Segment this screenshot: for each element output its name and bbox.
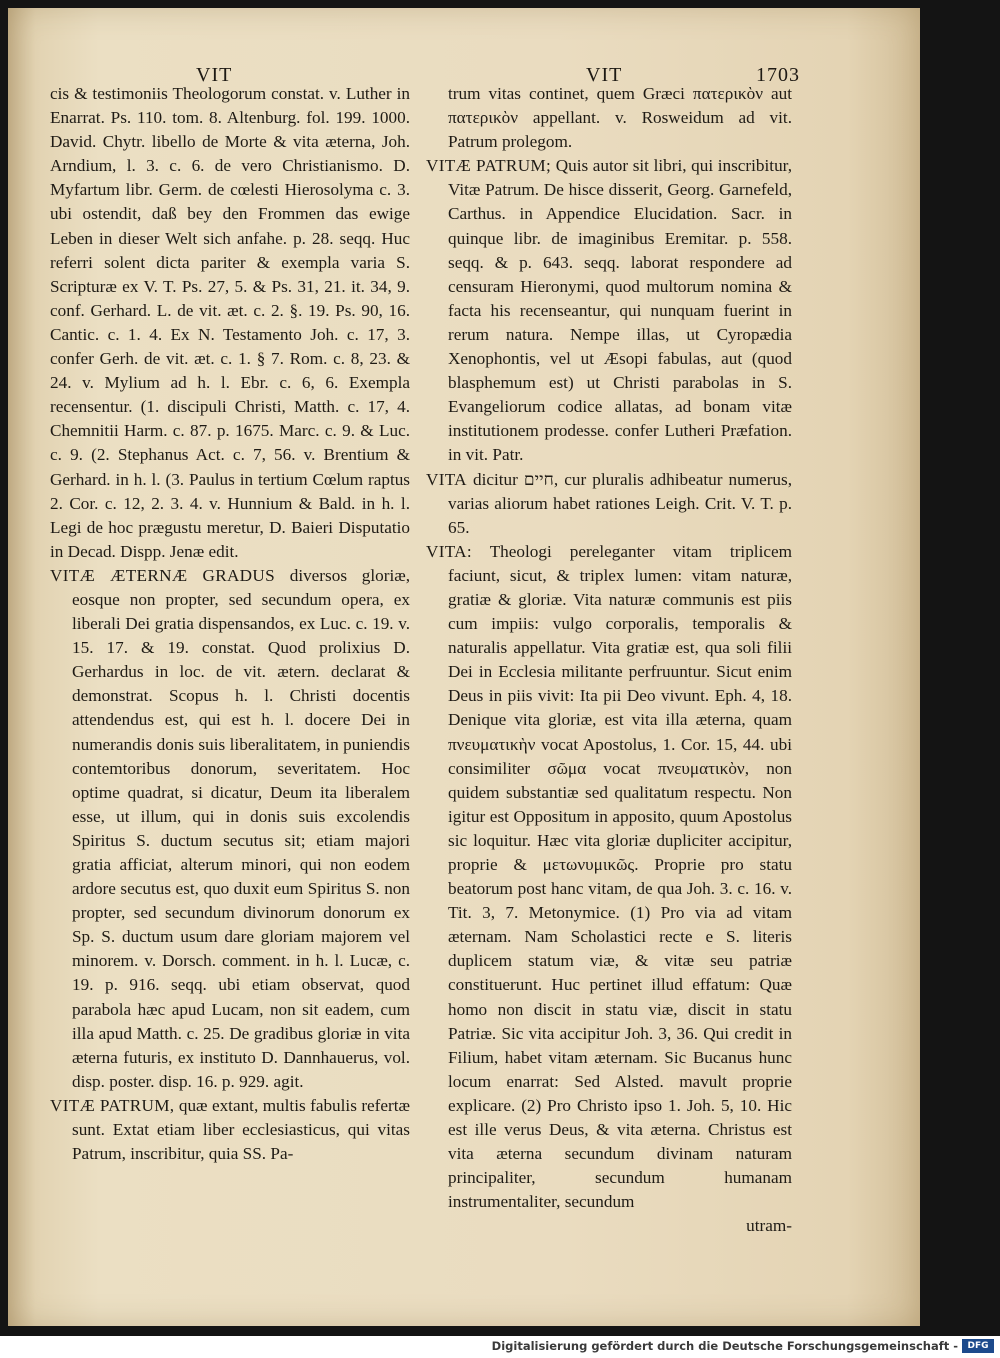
running-head-right: VIT [586, 64, 623, 86]
entry-vita-1 [426, 468, 792, 540]
entry-vita-2 [426, 540, 792, 1215]
page-number: 1703 [756, 64, 800, 86]
entry-head: VITÆ PATRUM, [50, 1095, 175, 1115]
entry-head: VITA [426, 469, 467, 489]
entry-body: Quis autor sit libri, qui inscribitur, Vitæ Patrum. De hisce disserit, Georg. Garnefeld, Carthus. in Appendice Elucidation. Sacr. in quinque libr. de imaginibus Eremitar. p. 558. seqq. & p. 643. seqq. laborat respondere ad censuram Hieronymi, quod multorum nomina & facta his recenseantur, qui nunquam fuerint in rerum natura. Nempe illas, ut Cyropædia Xenophontis, vel ut Æsopi fabulas, aut (quod blasphemum est) ut Christi parabolas in S. Evangeliorum codice allatas, ad bonam vitæ institutionem prodesse. confer Lutheri Præfation. in vit. Patr. [448, 156, 792, 465]
continuation-text: trum vitas continet, quem Græci πατερικὸν aut πατερικὸν appellant. v. Rosweidum ad vit. Patrum prolegom. [448, 84, 792, 152]
running-head-left: VIT [196, 64, 233, 86]
entry-body: quæ extant, multis fabulis refertæ sunt. Extat etiam liber ecclesiasticus, qui vitas Patrum, inscribitur, quia SS. Pa- [72, 1095, 410, 1164]
entry-body: Theologi pereleganter vitam triplicem faciunt, sicut, & triplex lumen: vitam naturæ, gratiæ & gloriæ. Vita naturæ communis est piis cum impiis: vulgo corporalis, temporalis & naturalis appellatur. Vita gratiæ est, qua soli filii Dei in Ecclesia militante perfruuntur. Sicut enim Deus in piis vivit: Ita pii Deo vivunt. Eph. 4, 18. Denique vita gloriæ, est vita illa æterna, quam πνευματικὴν vocat Apostolus, 1. Cor. 15, 44. ubi consimiliter σῶμα vocat πνευματικὸν, non quidem substantiæ sed qualitatum respectu. Non igitur est Oppositum in apposito, quum Apostolus sic loquitur. Hæc vita gloriæ dupliciter accipitur, proprie & μετωνυμικῶς. Proprie pro statu beatorum post hanc vitam, de qua Joh. 3. c. 16. v. Tit. 3, 7. Metonymice. (1) Pro via ad vitam æternam. Nam Scholastici recte e S. literis duplicem statum viæ, & vitæ seu patriæ constituerunt. Huc pertinet illud effatum: Quæ homo non discit in statu viæ, discit in statu Patriæ. Sic vita accipitur Joh. 3, 36. Qui credit in Filium, habet vitam æternam. Sic Bucanus hunc locum enarrat: Sed Alsted. mavult proprie explicare. (2) Pro Christo ipso 1. Joh. 5, 10. Hic est ille verus Deus, & vita æterna. Christus est vita æterna secundum divinam naturam principaliter, secundum humanam instrumentaliter, secundum [448, 541, 792, 1212]
book-page [8, 8, 920, 1326]
dfg-logo-icon: DFG [962, 1339, 994, 1353]
entry-head: VITÆ PATRUM; [426, 156, 552, 176]
left-column [50, 82, 410, 1166]
entry-head: VITÆ ÆTERNÆ GRADUS [50, 565, 275, 585]
entry-vitae-patrum-2 [426, 154, 792, 467]
right-column [426, 82, 792, 1239]
catchword: utram- [746, 1216, 792, 1236]
entry-vitae-aeternae-gradus [50, 564, 410, 1094]
entry-body: dicitur חיים, cur pluralis adhibeatur numerus, varias aliorum habet rationes Leigh. Crit. V. T. p. 65. [448, 469, 792, 537]
entry-vitae-patrum [50, 1094, 410, 1166]
entry-head: VITA: [426, 541, 472, 561]
continuation-text: cis & testimoniis Theologorum constat. v. Luther in Enarrat. Ps. 110. tom. 8. Altenburg. fol. 199. 1000. David. Chytr. libello de Morte & vita æterna, Joh. Arndium, l. 3. c. 6. de vero Christianismo. D. Myfartum libr. Germ. de cœlesti Hierosolyma c. 3. ubi ostendit, daß bey den Frommen das ewige Leben in dieser Welt sich anfahe. p. 28. seqq. Huc referri solent dicta pariter & exempla varia S. Scripturæ ex V. T. Ps. 27, 5. & Ps. 31, 21. it. 34, 9. conf. Gerhard. L. de vit. æt. c. 2. §. 19. Ps. 90, 16. Cantic. c. 1. 4. Ex N. Testamento Joh. c. 17, 3. confer Gerh. de vit. æt. c. 1. § 7. Rom. c. 8, 23. & 24. v. Mylium ad h. l. Ebr. c. 6, 6. Exempla recensentur. (1. discipuli Christi, Matth. c. 17, 4. Chemnitii Harm. c. 87. p. 1675. Marc. c. 9. & Luc. c. 9. (2. Stephanus Act. c. 7, 56. v. Brentium & Gerhard. in h. l. (3. Paulus in tertium Cœlum raptus 2. Cor. c. 12, 2. 3. 4. v. Hunnium & Bald. in h. l. Legi de hoc prægustu meretur, D. Baieri Disputatio in Decad. Dispp. Jenæ edit. [50, 84, 410, 561]
digitization-footer [0, 1336, 1000, 1358]
funding-credit: Digitalisierung gefördert durch die Deutsche Forschungsgemeinschaft - [491, 1339, 958, 1353]
entry-body: diversos gloriæ, eosque non propter, sed secundum opera, ex liberali Dei gratia dispensandos, ex Luc. c. 19. v. 15. 17. & 19. constat. Quod prolixius D. Gerhardus in loc. de vit. ætern. declarat & demonstrat. Scopus h. l. Christi docentis attendendus est, qui est h. l. docere Dei in numerandis donis suis liberalitatem, in puniendis contemtoribus donorum, severitatem. Hoc optime quadrat, si dicatur, Deum ita liberalem esse, ut illum, qui in donis suis excolendis Spiritus S. ductum secutus sit; etiam majori gratia afficiat, alterum minori, qui non eodem ardore secutus est, quo duxit eum Spiritus S. non propter, sed secundum divinorum donorum ex Sp. S. ductum usum dare gloriam majorem vel minorem. v. Dorsch. comment. in h. l. Lucæ, c. 19. p. 916. seqq. ubi etiam observat, quod parabola hæc apud Lucam, non sit eadem, cum illa apud Matth. c. 25. De gradibus gloriæ in vita æterna futuris, ex instituto D. Dannhauerus, vol. disp. poster. disp. 16. p. 929. agit. [72, 565, 410, 1091]
